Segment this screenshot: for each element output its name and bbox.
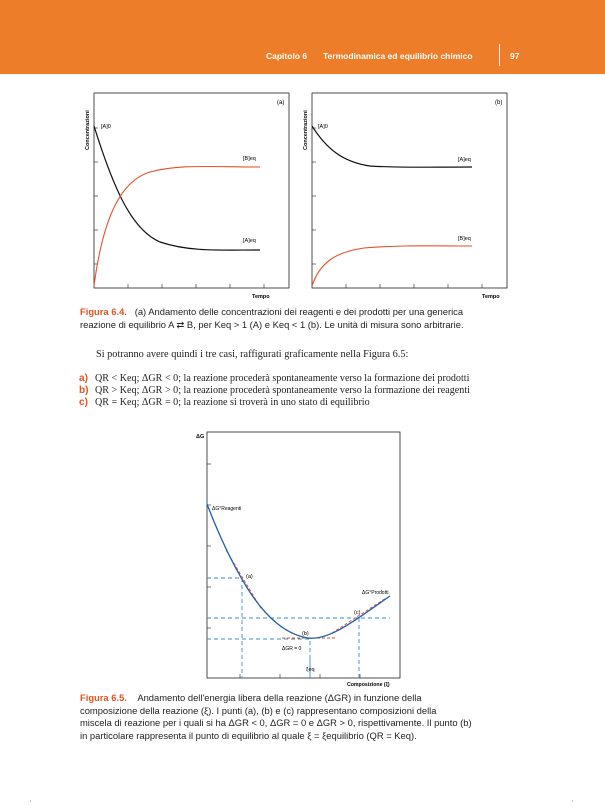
- curve-product-b: [312, 246, 472, 286]
- label-beq-b: [B]eq: [458, 236, 471, 242]
- case-item: b) QR > Keq; ΔGR > 0; la reazione procederà spontaneamente verso la formazione dei reagenti: [79, 385, 470, 396]
- panel-b-tag: (b): [495, 100, 503, 106]
- figure-6-4-caption: [80, 305, 520, 331]
- figure-6-5-xlabel: Composizione (ξ): [347, 682, 390, 688]
- figure-6-4-panel-b: [303, 93, 507, 300]
- point-b-label: (b): [302, 631, 309, 637]
- case-item: c) QR = Keq; ΔGR = 0; la reazione si troverà in uno stato di equilibrio: [79, 397, 370, 408]
- figure-6-5-caption-line: Andamento dell'energia libera della reazione (ΔGR) in funzione della: [137, 692, 422, 703]
- crop-mark-left: ': [30, 801, 32, 807]
- label-aeq-a: [A]eq: [243, 238, 256, 244]
- curve-product-a: [94, 166, 260, 286]
- label-a0-b: [A]0: [318, 124, 328, 130]
- label-beq-a: [B]eq: [243, 156, 256, 162]
- case-item: a) QR < Keq; ΔGR < 0; la reazione procederà spontaneamente verso la formazione dei prodotti: [79, 373, 470, 384]
- intro-paragraph: Si potranno avere quindi i tre casi, raffigurati graficamente nella Figura 6.5:: [96, 349, 409, 360]
- label-dg-reagenti: ΔG°Reagenti: [212, 506, 242, 512]
- crop-mark-right: ': [572, 801, 574, 807]
- figure-6-5-caption: [80, 692, 520, 742]
- figure-6-5-caption-line: in particolare rappresenta il punto di equilibrio al quale ξ = ξequilibrio (QR = Keq).: [80, 729, 417, 741]
- figure-6-5: [190, 428, 405, 690]
- figure-6-4-caption-line1: (a) Andamento delle concentrazioni dei reagenti e dei prodotti per una generica: [134, 306, 464, 317]
- label-aeq-b: [A]eq: [458, 157, 471, 163]
- panel-a-ylabel: Concentrazioni: [85, 110, 91, 150]
- figure-6-4: [80, 90, 510, 305]
- chapter-title: Termodinamica ed equilibrio chimico: [323, 51, 473, 61]
- figure-6-4-panel-a: [85, 93, 289, 300]
- figure-6-5-caption-line: composizione della reazione (ξ). I punti (a), (b) e (c) rappresentano composizioni della: [80, 704, 437, 716]
- panel-b-xlabel: Tempo: [482, 294, 500, 300]
- label-xi-eq: ξeq: [306, 667, 315, 673]
- curve-reagent-a: [94, 126, 260, 250]
- curve-reagent-b: [312, 126, 472, 167]
- figure-6-5-label: Figura 6.5.: [80, 692, 127, 703]
- page-number: 97: [510, 51, 520, 61]
- point-c-label: (c): [354, 610, 361, 616]
- figure-6-4-caption-line2: reazione di equilibrio A ⇄ B, per Keq > 1 (A) e Keq < 1 (b). Le unità di misura sono arbitrarie.: [80, 319, 464, 330]
- label-dg-prodotti: ΔG°Prodotti: [362, 590, 389, 596]
- label-a0-a: [A]0: [101, 124, 111, 130]
- cases-list: [79, 373, 470, 409]
- point-a-label: (a): [246, 574, 253, 580]
- header-divider: [499, 44, 500, 66]
- figure-6-4-label: Figura 6.4.: [80, 306, 127, 317]
- chapter-label: Capitolo 6: [266, 51, 308, 61]
- figure-6-5-caption-line: miscela di reazione per i quali si ha ΔGR < 0, ΔGR = 0 e ΔGR > 0, rispettivamente. Il punto (b): [80, 717, 472, 728]
- figure-6-5-ylabel: ΔG: [196, 434, 205, 440]
- page-header: [0, 0, 605, 74]
- panel-a-xlabel: Tempo: [252, 294, 270, 300]
- label-dg-zero: ΔGR = 0: [282, 646, 302, 652]
- panel-a-tag: (a): [277, 100, 285, 106]
- panel-b-ylabel: Concentrazioni: [303, 110, 309, 150]
